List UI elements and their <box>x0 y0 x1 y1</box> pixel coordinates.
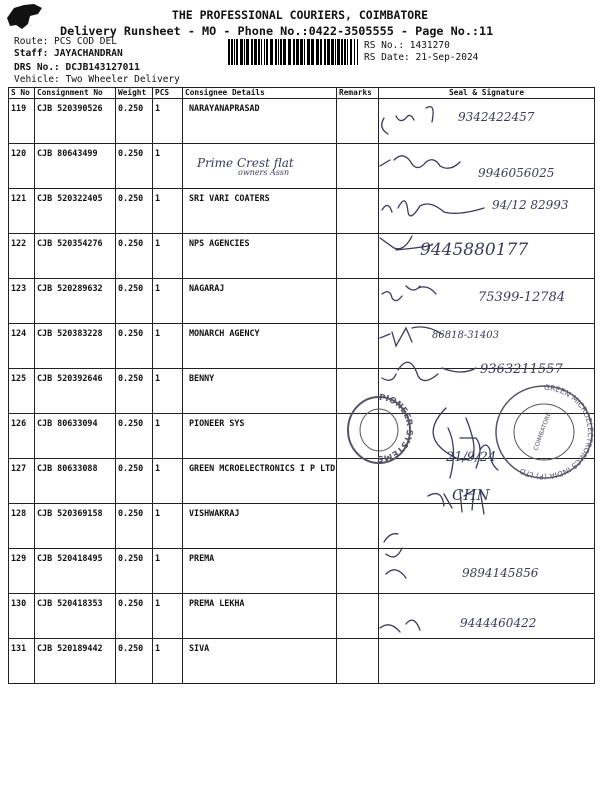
green-microelectronics-stamp-icon <box>492 382 596 482</box>
drs-number: DRS No.: DCJB143127011 <box>14 62 140 73</box>
row-consignment: CJB 520189442 <box>35 639 116 684</box>
barcode-bar <box>324 39 326 65</box>
row-consignment: CJB 520392646 <box>35 369 116 414</box>
barcode-bar <box>350 39 352 65</box>
barcode-bar <box>307 39 310 65</box>
row-consignment: CJB 80643499 <box>35 144 116 189</box>
row-pcs: 1 <box>153 189 183 234</box>
row-consignee: MONARCH AGENCY <box>183 324 337 369</box>
row-sno: 130 <box>9 594 35 639</box>
col-consignment: Consignment No <box>35 88 116 99</box>
row-consignee: VISHWAKRAJ <box>183 504 337 549</box>
signature-130-phone: 9894145856 <box>462 566 539 580</box>
row-consignee: NAGARAJ <box>183 279 337 324</box>
row-remarks <box>337 594 379 639</box>
row-remarks <box>337 279 379 324</box>
barcode-bar <box>261 39 262 65</box>
row-pcs: 1 <box>153 594 183 639</box>
row-sno: 129 <box>9 549 35 594</box>
row-consignment: CJB 520322405 <box>35 189 116 234</box>
signature-124-phone: 86818-31403 <box>432 330 500 341</box>
row-consignment: CJB 80633088 <box>35 459 116 504</box>
signature-127-date: 21/9/24 <box>446 450 497 465</box>
row-weight: 0.250 <box>116 279 153 324</box>
rs-date: RS Date: 21-Sep-2024 <box>364 52 479 63</box>
row-pcs: 1 <box>153 549 183 594</box>
barcode-bar <box>270 39 273 65</box>
row-weight: 0.250 <box>116 594 153 639</box>
barcode-bar <box>254 39 257 65</box>
row-consignee: BENNY <box>183 369 337 414</box>
barcode-bar <box>335 39 336 65</box>
signature-128-text: CHN <box>452 486 490 504</box>
row-sno: 125 <box>9 369 35 414</box>
barcode-bar <box>304 39 305 65</box>
rs-number: RS No.: 1431270 <box>364 40 450 51</box>
handwritten-consignee-line2: owners Assn <box>238 168 290 177</box>
row-weight: 0.250 <box>116 99 153 144</box>
row-weight: 0.250 <box>116 459 153 504</box>
row-pcs: 1 <box>153 279 183 324</box>
green-stamp-city: COIMBATORE <box>532 411 553 452</box>
row-weight: 0.250 <box>116 324 153 369</box>
barcode-bar <box>296 39 299 65</box>
row-sno: 124 <box>9 324 35 369</box>
svg-text:GREEN MICROELECTRONICS INDIA ( <box>518 383 595 481</box>
col-signature: Seal & Signature <box>379 88 595 99</box>
row-pcs: 1 <box>153 639 183 684</box>
row-consignment: CJB 80633094 <box>35 414 116 459</box>
row-remarks <box>337 324 379 369</box>
barcode-bar <box>344 39 346 65</box>
row-remarks <box>337 549 379 594</box>
barcode-bar <box>280 39 282 65</box>
barcode-bar <box>258 39 260 65</box>
row-consignee: PREMA <box>183 549 337 594</box>
barcode-bar <box>311 39 314 65</box>
barcode-icon <box>228 39 358 65</box>
barcode-bar <box>331 39 334 65</box>
col-remarks: Remarks <box>337 88 379 99</box>
row-sno: 121 <box>9 189 35 234</box>
signature-131-phone: 9444460422 <box>460 616 537 630</box>
pioneer-systems-stamp-icon <box>344 392 414 468</box>
table-header-row <box>9 88 595 99</box>
signature-121-phone: 94/12 82993 <box>492 198 569 212</box>
row-pcs: 1 <box>153 504 183 549</box>
barcode-bar <box>327 39 330 65</box>
barcode-bar <box>357 39 358 65</box>
row-consignment: CJB 520418495 <box>35 549 116 594</box>
col-weight: Weight <box>116 88 153 99</box>
barcode-bar <box>234 39 235 65</box>
row-remarks <box>337 234 379 279</box>
row-consignee: PIONEER SYS <box>183 414 337 459</box>
col-pcs: PCS <box>153 88 183 99</box>
row-remarks <box>337 144 379 189</box>
barcode-bar <box>288 39 291 65</box>
vehicle-label: Vehicle: Two Wheeler Delivery <box>14 74 180 85</box>
row-sno: 131 <box>9 639 35 684</box>
row-sno: 127 <box>9 459 35 504</box>
company-name: THE PROFESSIONAL COURIERS, COIMBATORE <box>171 8 429 22</box>
svg-text:PIONEER SYSTEMS <box>377 393 414 463</box>
barcode-bar <box>236 39 238 65</box>
signature-125-phone: 9363211557 <box>480 362 563 377</box>
row-sno: 126 <box>9 414 35 459</box>
signature-scribbles <box>376 98 594 658</box>
row-pcs: 1 <box>153 369 183 414</box>
row-consignee: GREEN MCROELECTRONICS I P LTD <box>183 459 337 504</box>
barcode-bar <box>283 39 286 65</box>
row-remarks <box>337 504 379 549</box>
handwritten-consignee-line1: Prime Crest flat <box>197 156 294 170</box>
barcode-bar <box>293 39 295 65</box>
row-consignment: CJB 520390526 <box>35 99 116 144</box>
row-consignee: PREMA LEKHA <box>183 594 337 639</box>
row-weight: 0.250 <box>116 144 153 189</box>
barcode-bar <box>231 39 233 65</box>
barcode-bar <box>266 39 268 65</box>
barcode-bar <box>244 39 245 65</box>
row-consignee: SIVA <box>183 639 337 684</box>
barcode-bar <box>354 39 355 65</box>
barcode-bar <box>278 39 279 65</box>
row-sno: 123 <box>9 279 35 324</box>
barcode-bar <box>347 39 348 65</box>
barcode-bar <box>240 39 243 65</box>
row-pcs: 1 <box>153 234 183 279</box>
barcode-bar <box>275 39 277 65</box>
row-sno: 119 <box>9 99 35 144</box>
row-pcs: 1 <box>153 459 183 504</box>
row-weight: 0.250 <box>116 414 153 459</box>
row-consignment: CJB 520354276 <box>35 234 116 279</box>
green-stamp-text: GREEN MICROELECTRONICS INDIA (P) LTD <box>518 382 596 482</box>
col-consignee: Consignee Details <box>183 88 337 99</box>
row-sno: 120 <box>9 144 35 189</box>
barcode-bar <box>300 39 303 65</box>
barcode-bar <box>337 39 340 65</box>
signature-122-phone: 9445880177 <box>420 240 529 260</box>
row-pcs: 1 <box>153 414 183 459</box>
row-sno: 128 <box>9 504 35 549</box>
row-weight: 0.250 <box>116 549 153 594</box>
signature-123-phone: 75399-12784 <box>478 290 566 305</box>
col-sno: S No <box>9 88 35 99</box>
row-sno: 122 <box>9 234 35 279</box>
barcode-bar <box>251 39 253 65</box>
row-weight: 0.250 <box>116 639 153 684</box>
row-consignment: CJB 520369158 <box>35 504 116 549</box>
runsheet-title: Delivery Runsheet - MO - Phone No.:0422-3505555 - Page No.:11 <box>60 24 494 38</box>
row-consignment: CJB 520383228 <box>35 324 116 369</box>
row-pcs: 1 <box>153 324 183 369</box>
row-consignee: SRI VARI COATERS <box>183 189 337 234</box>
pioneer-stamp-text: PIONEER SYSTEMS <box>376 392 414 464</box>
row-pcs: 1 <box>153 144 183 189</box>
row-consignee: NPS AGENCIES <box>183 234 337 279</box>
route-label: Route: PCS COD DEL <box>14 36 117 47</box>
row-remarks <box>337 189 379 234</box>
barcode-bar <box>316 39 319 65</box>
row-remarks <box>337 99 379 144</box>
row-consignee: NARAYANAPRASAD <box>183 99 337 144</box>
row-weight: 0.250 <box>116 369 153 414</box>
barcode-bar <box>228 39 230 65</box>
row-remarks <box>337 639 379 684</box>
staff-label: Staff: JAYACHANDRAN <box>14 48 123 59</box>
row-consignment: CJB 520418353 <box>35 594 116 639</box>
row-weight: 0.250 <box>116 234 153 279</box>
barcode-bar <box>341 39 343 65</box>
signature-119-phone: 9342422457 <box>458 110 535 124</box>
barcode-bar <box>264 39 265 65</box>
row-pcs: 1 <box>153 99 183 144</box>
barcode-bar <box>246 39 249 65</box>
row-consignment: CJB 520289632 <box>35 279 116 324</box>
row-weight: 0.250 <box>116 504 153 549</box>
barcode-bar <box>320 39 322 65</box>
signature-120-phone: 9946056025 <box>478 166 555 180</box>
row-weight: 0.250 <box>116 189 153 234</box>
